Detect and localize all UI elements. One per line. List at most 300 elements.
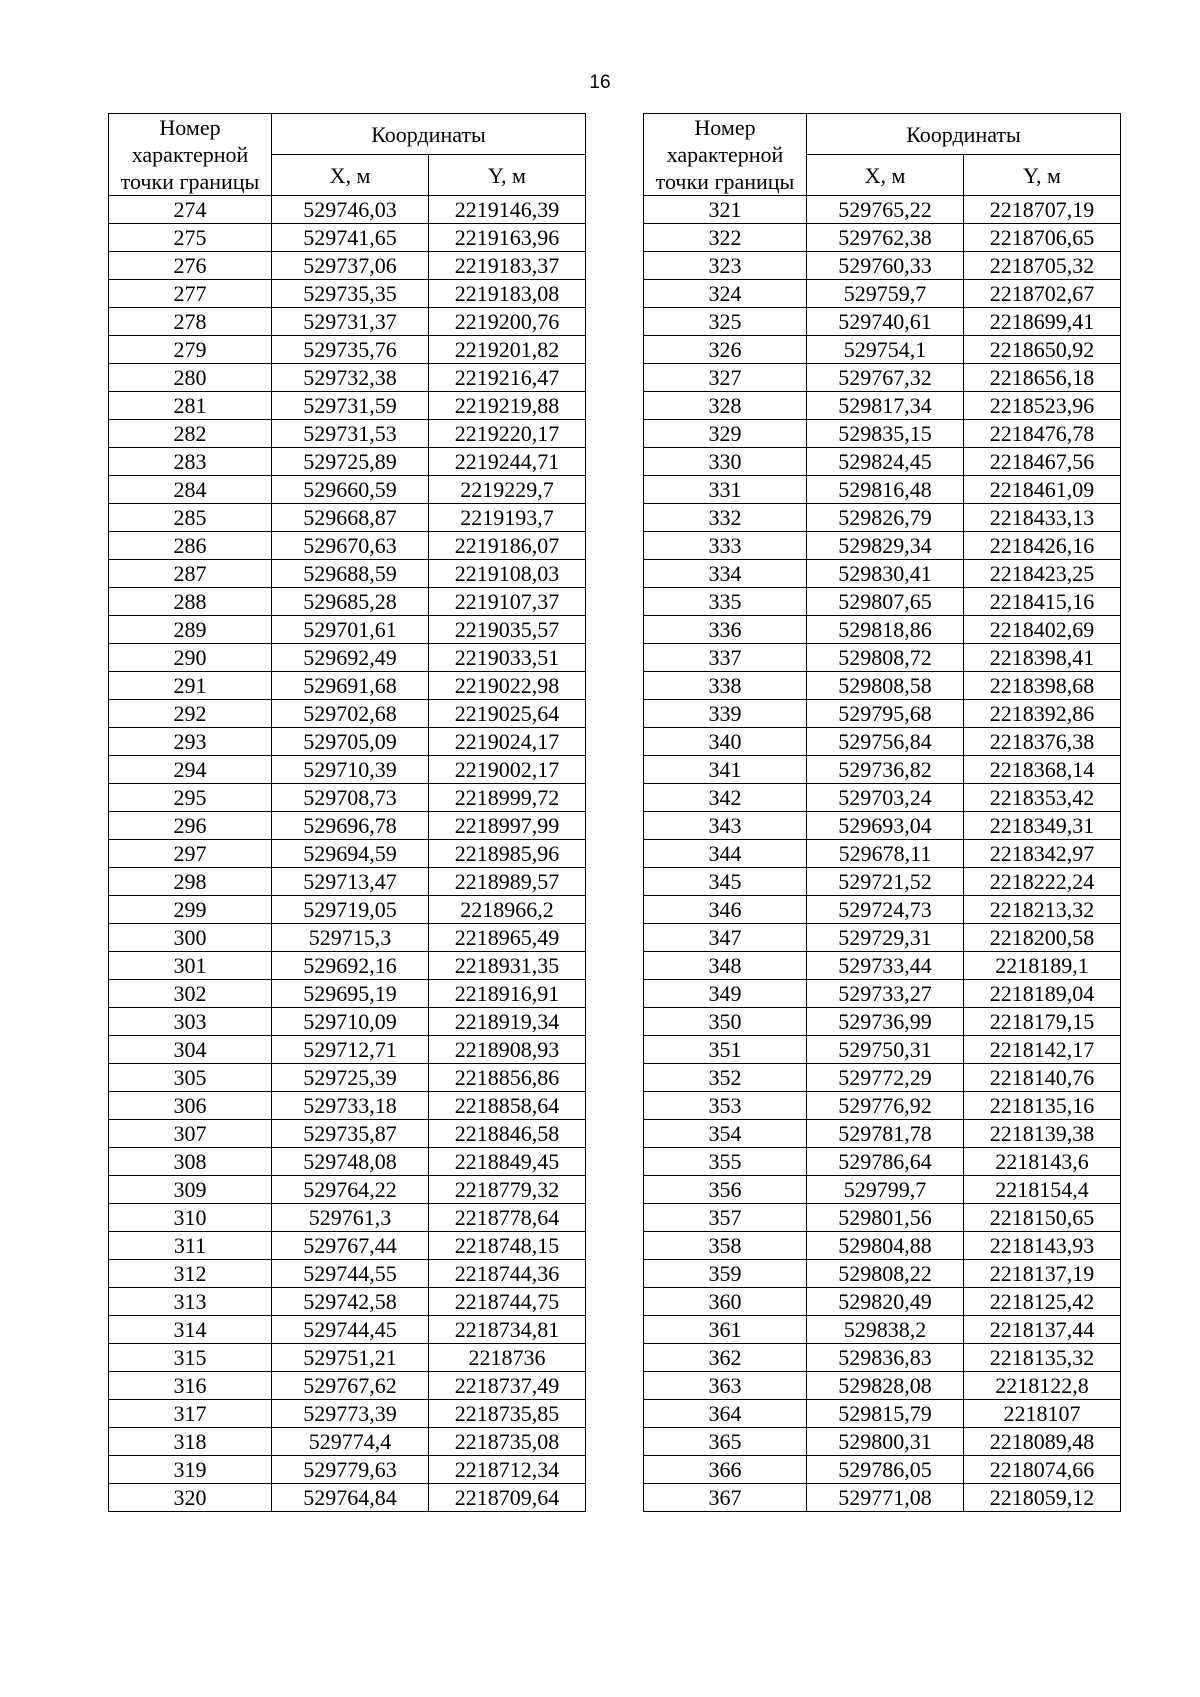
y-coordinate-cell: 2218467,56 — [964, 448, 1121, 476]
x-coordinate-cell: 529751,21 — [272, 1344, 429, 1372]
point-number-cell: 351 — [644, 1036, 807, 1064]
x-coordinate-cell: 529781,78 — [807, 1120, 964, 1148]
point-number-header — [109, 114, 272, 196]
y-coordinate-cell: 2218074,66 — [964, 1456, 1121, 1484]
point-number-cell: 292 — [109, 700, 272, 728]
table-row — [644, 560, 1121, 588]
point-number-cell: 275 — [109, 224, 272, 252]
table-row — [109, 476, 586, 504]
y-coordinate-cell: 2218985,96 — [429, 840, 586, 868]
table-row — [109, 1204, 586, 1232]
table-row — [644, 812, 1121, 840]
x-coordinate-cell: 529761,3 — [272, 1204, 429, 1232]
table-row — [644, 1036, 1121, 1064]
point-number-cell: 290 — [109, 644, 272, 672]
table-row — [109, 980, 586, 1008]
table-row — [109, 1232, 586, 1260]
table-body-left — [109, 196, 586, 1512]
x-coordinate-cell: 529767,32 — [807, 364, 964, 392]
y-coordinate-cell: 2219107,37 — [429, 588, 586, 616]
x-coordinate-cell: 529736,99 — [807, 1008, 964, 1036]
point-number-cell: 361 — [644, 1316, 807, 1344]
table-row — [644, 1204, 1121, 1232]
y-coordinate-cell: 2218908,93 — [429, 1036, 586, 1064]
y-coordinate-cell: 2219108,03 — [429, 560, 586, 588]
table-row — [109, 868, 586, 896]
y-coordinate-cell: 2219146,39 — [429, 196, 586, 224]
table-row — [644, 700, 1121, 728]
y-coordinate-cell: 2219216,47 — [429, 364, 586, 392]
point-number-cell: 332 — [644, 504, 807, 532]
x-coordinate-cell: 529767,44 — [272, 1232, 429, 1260]
x-coordinate-cell: 529670,63 — [272, 532, 429, 560]
point-number-cell: 358 — [644, 1232, 807, 1260]
x-coordinate-cell: 529701,61 — [272, 616, 429, 644]
point-number-cell: 278 — [109, 308, 272, 336]
table-row — [644, 1400, 1121, 1428]
x-coordinate-cell: 529786,64 — [807, 1148, 964, 1176]
x-coordinate-cell: 529692,16 — [272, 952, 429, 980]
point-number-cell: 325 — [644, 308, 807, 336]
y-coordinate-cell: 2218858,64 — [429, 1092, 586, 1120]
point-number-cell: 360 — [644, 1288, 807, 1316]
table-row — [644, 784, 1121, 812]
y-coordinate-cell: 2218143,6 — [964, 1148, 1121, 1176]
x-coordinate-cell: 529692,49 — [272, 644, 429, 672]
y-coordinate-cell: 2218376,38 — [964, 728, 1121, 756]
y-coordinate-cell: 2218846,58 — [429, 1120, 586, 1148]
table-row — [644, 588, 1121, 616]
point-number-cell: 321 — [644, 196, 807, 224]
point-number-cell: 280 — [109, 364, 272, 392]
point-number-cell: 331 — [644, 476, 807, 504]
point-number-cell: 346 — [644, 896, 807, 924]
y-coordinate-cell: 2218916,91 — [429, 980, 586, 1008]
coordinates-header: Координаты — [807, 114, 1121, 155]
table-row — [109, 672, 586, 700]
table-row — [644, 1232, 1121, 1260]
x-coordinate-cell: 529835,15 — [807, 420, 964, 448]
point-number-cell: 312 — [109, 1260, 272, 1288]
y-coordinate-cell: 2218222,24 — [964, 868, 1121, 896]
table-row — [644, 1120, 1121, 1148]
y-coordinate-cell: 2218461,09 — [964, 476, 1121, 504]
x-coordinate-cell: 529818,86 — [807, 616, 964, 644]
table-row — [109, 1484, 586, 1512]
y-coordinate-cell: 2218179,15 — [964, 1008, 1121, 1036]
y-coordinate-cell: 2218744,36 — [429, 1260, 586, 1288]
point-number-cell: 336 — [644, 616, 807, 644]
x-coordinate-cell: 529702,68 — [272, 700, 429, 728]
x-coordinate-cell: 529830,41 — [807, 560, 964, 588]
x-coordinate-cell: 529772,29 — [807, 1064, 964, 1092]
x-coordinate-cell: 529765,22 — [807, 196, 964, 224]
point-number-cell: 342 — [644, 784, 807, 812]
point-number-header-line1: Номер — [159, 115, 221, 140]
y-coordinate-cell: 2218398,41 — [964, 644, 1121, 672]
y-coordinate-cell: 2219035,57 — [429, 616, 586, 644]
y-coordinate-cell: 2218342,97 — [964, 840, 1121, 868]
point-number-cell: 344 — [644, 840, 807, 868]
point-number-cell: 329 — [644, 420, 807, 448]
y-coordinate-cell: 2218744,75 — [429, 1288, 586, 1316]
table-row — [109, 1288, 586, 1316]
point-number-cell: 338 — [644, 672, 807, 700]
x-coordinate-cell: 529817,34 — [807, 392, 964, 420]
point-number-cell: 274 — [109, 196, 272, 224]
x-coordinate-cell: 529776,92 — [807, 1092, 964, 1120]
table-row — [109, 420, 586, 448]
x-coordinate-cell: 529678,11 — [807, 840, 964, 868]
x-coordinate-cell: 529733,27 — [807, 980, 964, 1008]
point-number-header-line1: Номер — [694, 115, 756, 140]
table-row — [644, 1064, 1121, 1092]
x-coordinate-cell: 529695,19 — [272, 980, 429, 1008]
x-coordinate-cell: 529696,78 — [272, 812, 429, 840]
table-row — [109, 1428, 586, 1456]
x-coordinate-cell: 529710,39 — [272, 756, 429, 784]
x-coordinate-cell: 529741,65 — [272, 224, 429, 252]
x-coordinate-cell: 529705,09 — [272, 728, 429, 756]
table-row — [644, 1316, 1121, 1344]
x-coordinate-cell: 529668,87 — [272, 504, 429, 532]
point-number-cell: 291 — [109, 672, 272, 700]
y-coordinate-cell: 2218368,14 — [964, 756, 1121, 784]
y-coordinate-cell: 2218137,44 — [964, 1316, 1121, 1344]
table-row — [109, 364, 586, 392]
y-coordinate-cell: 2218856,86 — [429, 1064, 586, 1092]
point-number-cell: 356 — [644, 1176, 807, 1204]
point-number-cell: 345 — [644, 868, 807, 896]
point-number-cell: 304 — [109, 1036, 272, 1064]
coordinates-table-left — [108, 113, 586, 1512]
table-row — [109, 280, 586, 308]
y-coordinate-cell: 2218997,99 — [429, 812, 586, 840]
table-row — [644, 1260, 1121, 1288]
point-number-cell: 284 — [109, 476, 272, 504]
x-coordinate-cell: 529733,44 — [807, 952, 964, 980]
point-number-cell: 289 — [109, 616, 272, 644]
y-coordinate-cell: 2218706,65 — [964, 224, 1121, 252]
x-coordinate-cell: 529773,39 — [272, 1400, 429, 1428]
point-number-cell: 364 — [644, 1400, 807, 1428]
point-number-cell: 287 — [109, 560, 272, 588]
x-coordinate-cell: 529836,83 — [807, 1344, 964, 1372]
point-number-cell: 310 — [109, 1204, 272, 1232]
x-coordinate-cell: 529815,79 — [807, 1400, 964, 1428]
point-number-cell: 308 — [109, 1148, 272, 1176]
y-coordinate-cell: 2219002,17 — [429, 756, 586, 784]
y-coordinate-cell: 2218189,1 — [964, 952, 1121, 980]
point-number-cell: 367 — [644, 1484, 807, 1512]
point-number-cell: 286 — [109, 532, 272, 560]
y-coordinate-cell: 2218931,35 — [429, 952, 586, 980]
table-row — [644, 1428, 1121, 1456]
y-coordinate-cell: 2218702,67 — [964, 280, 1121, 308]
table-row — [644, 448, 1121, 476]
y-coordinate-cell: 2218433,13 — [964, 504, 1121, 532]
x-coordinate-cell: 529804,88 — [807, 1232, 964, 1260]
point-number-cell: 285 — [109, 504, 272, 532]
table-row — [109, 728, 586, 756]
y-coordinate-cell: 2219229,7 — [429, 476, 586, 504]
table-row — [109, 224, 586, 252]
table-row — [109, 1456, 586, 1484]
x-coordinate-cell: 529826,79 — [807, 504, 964, 532]
table-row — [109, 1344, 586, 1372]
y-coordinate-cell: 2218353,42 — [964, 784, 1121, 812]
point-number-cell: 333 — [644, 532, 807, 560]
table-row — [109, 1148, 586, 1176]
x-coordinate-cell: 529703,24 — [807, 784, 964, 812]
point-number-cell: 350 — [644, 1008, 807, 1036]
table-row — [644, 616, 1121, 644]
x-coordinate-cell: 529838,2 — [807, 1316, 964, 1344]
table-body-right — [644, 196, 1121, 1512]
table-row — [644, 1484, 1121, 1512]
point-number-cell: 349 — [644, 980, 807, 1008]
table-row — [644, 896, 1121, 924]
point-number-cell: 315 — [109, 1344, 272, 1372]
table-row — [644, 1344, 1121, 1372]
table-row — [109, 784, 586, 812]
table-row — [644, 1176, 1121, 1204]
point-number-cell: 281 — [109, 392, 272, 420]
y-coordinate-cell: 2218656,18 — [964, 364, 1121, 392]
x-coordinate-cell: 529715,3 — [272, 924, 429, 952]
page-number: 16 — [589, 72, 611, 93]
point-number-cell: 297 — [109, 840, 272, 868]
x-coordinate-cell: 529724,73 — [807, 896, 964, 924]
y-coordinate-cell: 2218423,25 — [964, 560, 1121, 588]
point-number-cell: 366 — [644, 1456, 807, 1484]
table-row — [644, 280, 1121, 308]
y-coordinate-cell: 2218143,93 — [964, 1232, 1121, 1260]
y-coordinate-cell: 2218736 — [429, 1344, 586, 1372]
point-number-cell: 335 — [644, 588, 807, 616]
table-row — [644, 476, 1121, 504]
point-number-cell: 353 — [644, 1092, 807, 1120]
point-number-cell: 305 — [109, 1064, 272, 1092]
y-coordinate-cell: 2218965,49 — [429, 924, 586, 952]
point-number-cell: 300 — [109, 924, 272, 952]
x-coordinate-cell: 529779,63 — [272, 1456, 429, 1484]
point-number-cell: 301 — [109, 952, 272, 980]
table-row — [109, 616, 586, 644]
x-coordinate-cell: 529748,08 — [272, 1148, 429, 1176]
x-coordinate-cell: 529767,62 — [272, 1372, 429, 1400]
point-number-cell: 306 — [109, 1092, 272, 1120]
table-row — [109, 504, 586, 532]
point-number-cell: 334 — [644, 560, 807, 588]
y-coordinate-cell: 2218989,57 — [429, 868, 586, 896]
point-number-cell: 330 — [644, 448, 807, 476]
y-coordinate-cell: 2218748,15 — [429, 1232, 586, 1260]
point-number-cell: 318 — [109, 1428, 272, 1456]
x-coordinate-cell: 529693,04 — [807, 812, 964, 840]
y-coordinate-cell: 2218125,42 — [964, 1288, 1121, 1316]
coordinates-header: Координаты — [272, 114, 586, 155]
y-coordinate-cell: 2218415,16 — [964, 588, 1121, 616]
y-coordinate-cell: 2218137,19 — [964, 1260, 1121, 1288]
point-number-cell: 302 — [109, 980, 272, 1008]
table-row — [109, 448, 586, 476]
y-coordinate-cell: 2219244,71 — [429, 448, 586, 476]
table-row — [109, 756, 586, 784]
x-header: X, м — [272, 155, 429, 196]
x-coordinate-cell: 529756,84 — [807, 728, 964, 756]
x-coordinate-cell: 529764,84 — [272, 1484, 429, 1512]
x-coordinate-cell: 529731,59 — [272, 392, 429, 420]
x-coordinate-cell: 529754,1 — [807, 336, 964, 364]
y-coordinate-cell: 2218150,65 — [964, 1204, 1121, 1232]
table-row — [109, 252, 586, 280]
table-row — [109, 840, 586, 868]
point-number-header-line2: характерной — [666, 142, 784, 167]
x-coordinate-cell: 529732,38 — [272, 364, 429, 392]
x-coordinate-cell: 529824,45 — [807, 448, 964, 476]
x-coordinate-cell: 529774,4 — [272, 1428, 429, 1456]
y-coordinate-cell: 2218200,58 — [964, 924, 1121, 952]
point-number-cell: 320 — [109, 1484, 272, 1512]
y-coordinate-cell: 2219201,82 — [429, 336, 586, 364]
y-coordinate-cell: 2219024,17 — [429, 728, 586, 756]
x-coordinate-cell: 529733,18 — [272, 1092, 429, 1120]
y-coordinate-cell: 2218849,45 — [429, 1148, 586, 1176]
y-coordinate-cell: 2218999,72 — [429, 784, 586, 812]
table-row — [109, 700, 586, 728]
x-coordinate-cell: 529660,59 — [272, 476, 429, 504]
y-coordinate-cell: 2218189,04 — [964, 980, 1121, 1008]
y-coordinate-cell: 2218089,48 — [964, 1428, 1121, 1456]
y-coordinate-cell: 2218349,31 — [964, 812, 1121, 840]
x-coordinate-cell: 529735,87 — [272, 1120, 429, 1148]
point-number-cell: 279 — [109, 336, 272, 364]
y-coordinate-cell: 2218122,8 — [964, 1372, 1121, 1400]
x-coordinate-cell: 529746,03 — [272, 196, 429, 224]
x-coordinate-cell: 529808,72 — [807, 644, 964, 672]
y-coordinate-cell: 2218402,69 — [964, 616, 1121, 644]
x-coordinate-cell: 529721,52 — [807, 868, 964, 896]
y-coordinate-cell: 2218966,2 — [429, 896, 586, 924]
point-number-cell: 298 — [109, 868, 272, 896]
point-number-cell: 277 — [109, 280, 272, 308]
table-row — [644, 1092, 1121, 1120]
table-row — [109, 1316, 586, 1344]
x-coordinate-cell: 529736,82 — [807, 756, 964, 784]
point-number-cell: 293 — [109, 728, 272, 756]
table-row — [109, 532, 586, 560]
table-row — [644, 1372, 1121, 1400]
table-row — [644, 336, 1121, 364]
y-coordinate-cell: 2218707,19 — [964, 196, 1121, 224]
point-number-cell: 322 — [644, 224, 807, 252]
table-row — [644, 924, 1121, 952]
table-row — [644, 252, 1121, 280]
x-coordinate-cell: 529750,31 — [807, 1036, 964, 1064]
point-number-cell: 311 — [109, 1232, 272, 1260]
x-coordinate-cell: 529691,68 — [272, 672, 429, 700]
y-coordinate-cell: 2219186,07 — [429, 532, 586, 560]
point-number-cell: 314 — [109, 1316, 272, 1344]
table-row — [109, 1120, 586, 1148]
y-coordinate-cell: 2218779,32 — [429, 1176, 586, 1204]
x-coordinate-cell: 529800,31 — [807, 1428, 964, 1456]
table-row — [109, 924, 586, 952]
point-number-cell: 276 — [109, 252, 272, 280]
table-row — [644, 420, 1121, 448]
point-number-cell: 313 — [109, 1288, 272, 1316]
point-number-cell: 341 — [644, 756, 807, 784]
table-row — [109, 196, 586, 224]
x-coordinate-cell: 529731,37 — [272, 308, 429, 336]
table-row — [109, 560, 586, 588]
point-number-cell: 348 — [644, 952, 807, 980]
y-coordinate-cell: 2218139,38 — [964, 1120, 1121, 1148]
table-row — [109, 1400, 586, 1428]
y-coordinate-cell: 2219193,7 — [429, 504, 586, 532]
table-row — [109, 1176, 586, 1204]
y-coordinate-cell: 2219219,88 — [429, 392, 586, 420]
y-coordinate-cell: 2219033,51 — [429, 644, 586, 672]
y-coordinate-cell: 2219220,17 — [429, 420, 586, 448]
point-number-cell: 299 — [109, 896, 272, 924]
table-row — [644, 308, 1121, 336]
x-coordinate-cell: 529725,89 — [272, 448, 429, 476]
x-coordinate-cell: 529735,76 — [272, 336, 429, 364]
x-header: X, м — [807, 155, 964, 196]
point-number-cell: 328 — [644, 392, 807, 420]
point-number-cell: 324 — [644, 280, 807, 308]
x-coordinate-cell: 529820,49 — [807, 1288, 964, 1316]
point-number-cell: 327 — [644, 364, 807, 392]
y-header: Y, м — [429, 155, 586, 196]
y-coordinate-cell: 2218107 — [964, 1400, 1121, 1428]
table-row — [644, 1008, 1121, 1036]
y-coordinate-cell: 2218392,86 — [964, 700, 1121, 728]
x-coordinate-cell: 529786,05 — [807, 1456, 964, 1484]
y-coordinate-cell: 2218059,12 — [964, 1484, 1121, 1512]
y-coordinate-cell: 2218735,85 — [429, 1400, 586, 1428]
x-coordinate-cell: 529828,08 — [807, 1372, 964, 1400]
x-coordinate-cell: 529737,06 — [272, 252, 429, 280]
point-number-cell: 323 — [644, 252, 807, 280]
y-coordinate-cell: 2218135,32 — [964, 1344, 1121, 1372]
point-number-cell: 317 — [109, 1400, 272, 1428]
x-coordinate-cell: 529685,28 — [272, 588, 429, 616]
y-coordinate-cell: 2219163,96 — [429, 224, 586, 252]
x-coordinate-cell: 529816,48 — [807, 476, 964, 504]
table-row — [109, 1064, 586, 1092]
table-row — [644, 392, 1121, 420]
y-coordinate-cell: 2218712,34 — [429, 1456, 586, 1484]
y-coordinate-cell: 2218426,16 — [964, 532, 1121, 560]
table-row — [644, 868, 1121, 896]
x-coordinate-cell: 529742,58 — [272, 1288, 429, 1316]
table-row — [644, 1288, 1121, 1316]
table-row — [109, 812, 586, 840]
table-row — [644, 1456, 1121, 1484]
y-coordinate-cell: 2218919,34 — [429, 1008, 586, 1036]
y-coordinate-cell: 2218705,32 — [964, 252, 1121, 280]
x-coordinate-cell: 529744,45 — [272, 1316, 429, 1344]
point-number-cell: 343 — [644, 812, 807, 840]
x-coordinate-cell: 529795,68 — [807, 700, 964, 728]
y-coordinate-cell: 2219183,08 — [429, 280, 586, 308]
point-number-cell: 282 — [109, 420, 272, 448]
point-number-cell: 309 — [109, 1176, 272, 1204]
point-number-cell: 326 — [644, 336, 807, 364]
